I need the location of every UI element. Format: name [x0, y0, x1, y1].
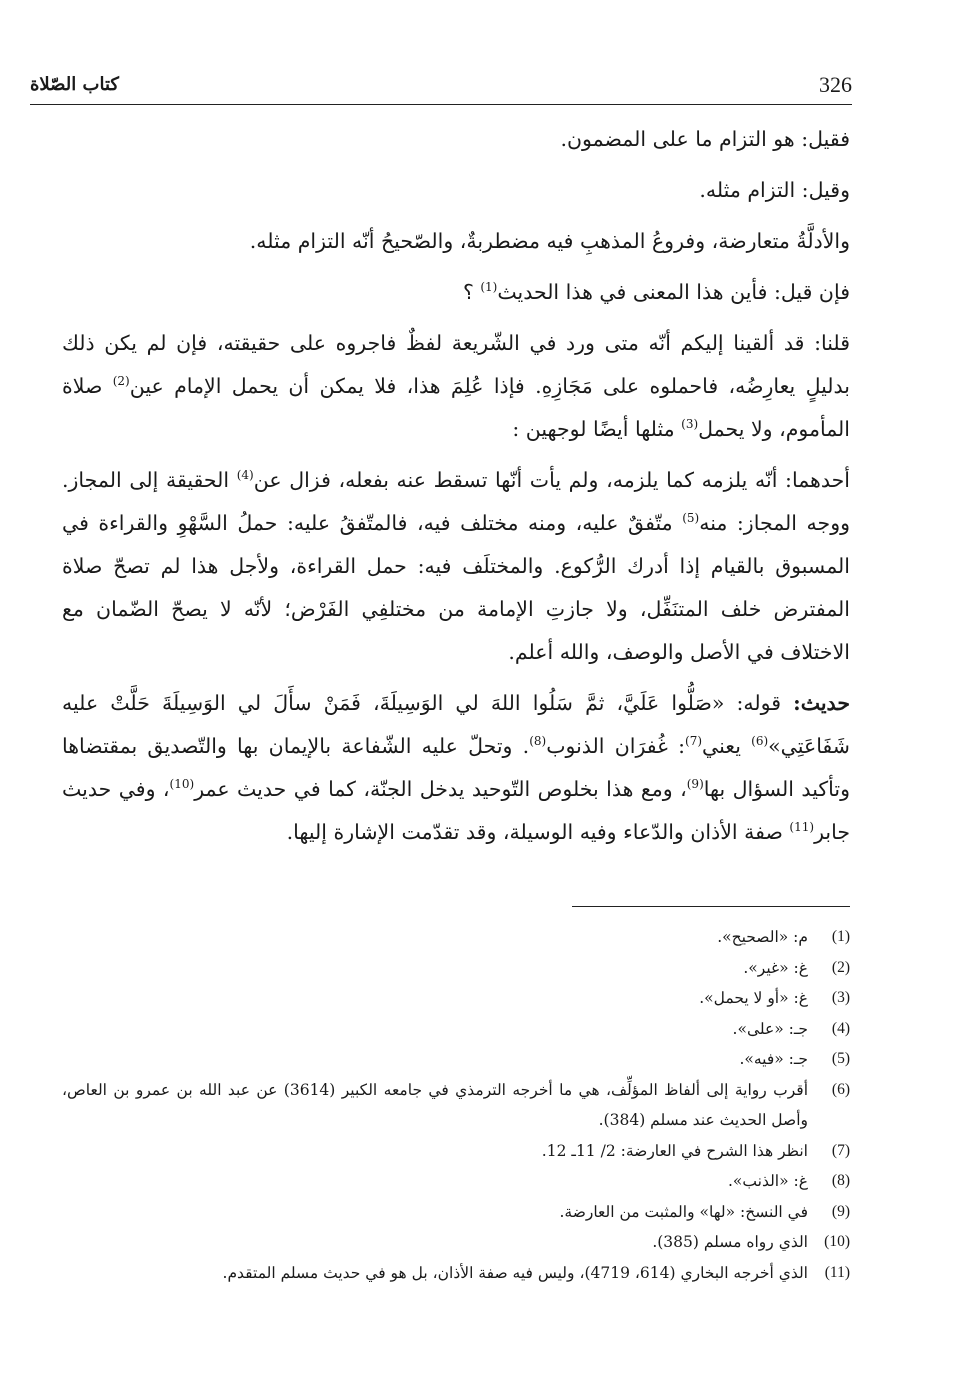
page-number: 326	[819, 72, 852, 97]
paragraph	[62, 459, 850, 674]
footnote-text: الذي رواه مسلم (385).	[652, 1233, 808, 1251]
footnote	[62, 922, 850, 953]
footnote-text: انظر هذا الشرح في العارضة: 2/ 11ـ 12.	[541, 1141, 808, 1160]
paragraph-text: مثلها أيضًا لوجهين :	[512, 417, 682, 441]
footnote-ref: (9)	[686, 777, 704, 792]
footnote-number: (6)	[831, 1080, 850, 1098]
page-header	[30, 70, 852, 105]
footnote-number: (5)	[831, 1050, 850, 1067]
footnote	[62, 1197, 850, 1228]
footnote-number: (10)	[824, 1233, 850, 1250]
footnote-number: (2)	[831, 958, 850, 976]
main-text	[62, 118, 850, 862]
footnote-ref: (3)	[681, 417, 699, 432]
paragraph-text: قوله: «صَلُّوا عَلَيَّ، ثمَّ سَلُوا اللهَ لي الوَسِيلَةَ، فَمَنْ سأَلَ لي الوَسِيلَةَ حَلَّتْ عليه شَفَاعَتِي»	[62, 691, 850, 758]
paragraph-text: ، ومع هذا بخلوص التّوحيد يدخل الجنّة، كما في حديث عمر	[194, 777, 687, 801]
footnote-text: أقرب رواية إلى ألفاظ المؤلِّف، هي ما أخرجه الترمذي في جامعه الكبير (3614) عن عبد الله بن عمرو بن العاص، وأصل الحديث عند مسلم (384).	[62, 1080, 808, 1129]
footnote-ref: (11)	[789, 820, 815, 835]
paragraph-text: والأدلَّةُ متعارضة، وفروعُ المذهبِ فيه مضطربةٌ، والصّحيحُ أنّه التزام مثله.	[249, 229, 850, 253]
paragraph-text: أحدهما: أنّه يلزمه كما يلزمه، ولم يأت أنّها تسقط عنه بفعله، فزال عن	[253, 468, 850, 492]
paragraph	[62, 169, 850, 212]
paragraph-text: فقيل: هو التزام ما على المضمون.	[560, 127, 850, 151]
hadith-label: حديث:	[793, 691, 850, 715]
footnote-divider	[572, 906, 850, 907]
footnote-text: في النسخ: «لها» والمثبت من العارضة.	[559, 1202, 808, 1221]
footnote-number: (8)	[831, 1172, 850, 1189]
footnote-text: جـ: «فيه».	[739, 1050, 808, 1068]
paragraph-text: ، وفي حديث جابر	[62, 777, 850, 844]
footnote-ref: (5)	[682, 511, 700, 526]
paragraph	[62, 682, 850, 854]
paragraph-text: فإن قيل: فأين هذا المعنى في هذا الحديث	[497, 280, 850, 304]
footnote	[62, 1136, 850, 1167]
footnote-ref: (6)	[751, 734, 769, 749]
footnotes	[62, 922, 850, 1288]
paragraph-text: قلنا: قد ألقينا إليكم أنّه متى ورد في الشّريعة لفظٌ فاجروه على حقيقته، فإن لم يكن ذلك بدليلٍ يعارِضُه، فاحملوه على مَجَازِهِ. فإذا عُلِمَ هذا، فلا يمكن أن يحمل الإمام عين	[62, 331, 850, 398]
footnote	[62, 1227, 850, 1258]
footnote-ref: (8)	[529, 734, 547, 749]
footnote-number: (4)	[831, 1019, 850, 1037]
footnote-number: (1)	[831, 928, 850, 945]
footnote-text: غ: «أو لا يحمل».	[699, 989, 808, 1007]
footnote-text: غ: «الذنب».	[728, 1172, 808, 1190]
footnote-text: م: «الصحيح».	[717, 928, 808, 946]
paragraph-text: . وتحلّ عليه الشّفاعة بالإيمان بها والتّصديق بمقتضاها وتأكيد السؤال بها	[62, 734, 850, 801]
footnote-number: (7)	[831, 1141, 850, 1159]
footnote	[62, 1014, 850, 1045]
footnote-text: غ: «غير».	[743, 958, 808, 977]
footnote-ref: (7)	[685, 734, 703, 749]
footnote	[62, 983, 850, 1014]
paragraph	[62, 220, 850, 263]
footnote	[62, 1044, 850, 1075]
paragraph-text: متّفقٌ عليه، ومنه مختلف فيه، فالمتّفقُ عليه: حملُ السَّهْوِ والقراءة في المسبوق بالقيام إذا أدرك الرُّكوع. والمختلَف فيه: حمل القراءة، ولأجل هذا لم تصحّ صلاة المفترض خلف المتنَفِّل، ولا جازتِ الإمامة من مختلفِي الفَرْض؛ لأنّه لا يصحّ الضّمان مع الاختلاف في الأصل والوصف، والله أعلم.	[62, 511, 850, 664]
footnote	[62, 953, 850, 984]
paragraph-text: : غُفرَان الذنوب	[546, 734, 686, 758]
footnote-number: (3)	[831, 989, 850, 1006]
footnote	[62, 1166, 850, 1197]
paragraph-text: صفة الأذان والدّعاء وفيه الوسيلة، وقد تقدّمت الإشارة إليها.	[286, 820, 790, 844]
paragraph-text: ؟	[462, 280, 481, 304]
footnote-number: (11)	[824, 1263, 850, 1281]
footnote-ref: (1)	[480, 280, 498, 295]
footnote-number: (9)	[831, 1202, 850, 1220]
footnote	[62, 1258, 850, 1289]
footnote-ref: (4)	[236, 468, 254, 483]
footnote	[62, 1075, 850, 1136]
footnote-text: جـ: «على».	[732, 1019, 808, 1038]
paragraph-text: الحقيقة إلى المجاز. ووجه المجاز: منه	[62, 468, 850, 535]
paragraph-text: وقيل: التزام مثله.	[699, 178, 850, 202]
paragraph	[62, 322, 850, 451]
footnote-ref: (10)	[169, 777, 195, 792]
paragraph-text: يعني	[702, 734, 752, 758]
paragraph-text: صلاة المأموم، ولا يحمل	[62, 374, 850, 441]
footnote-ref: (2)	[112, 374, 130, 389]
footnote-text: الذي أخرجه البخاري (614، 4719)، وليس فيه صفة الأذان، بل هو في حديث مسلم المتقدم.	[222, 1263, 808, 1282]
paragraph	[62, 271, 850, 314]
paragraph	[62, 118, 850, 161]
running-head: كتاب الصّلاة	[30, 74, 119, 95]
